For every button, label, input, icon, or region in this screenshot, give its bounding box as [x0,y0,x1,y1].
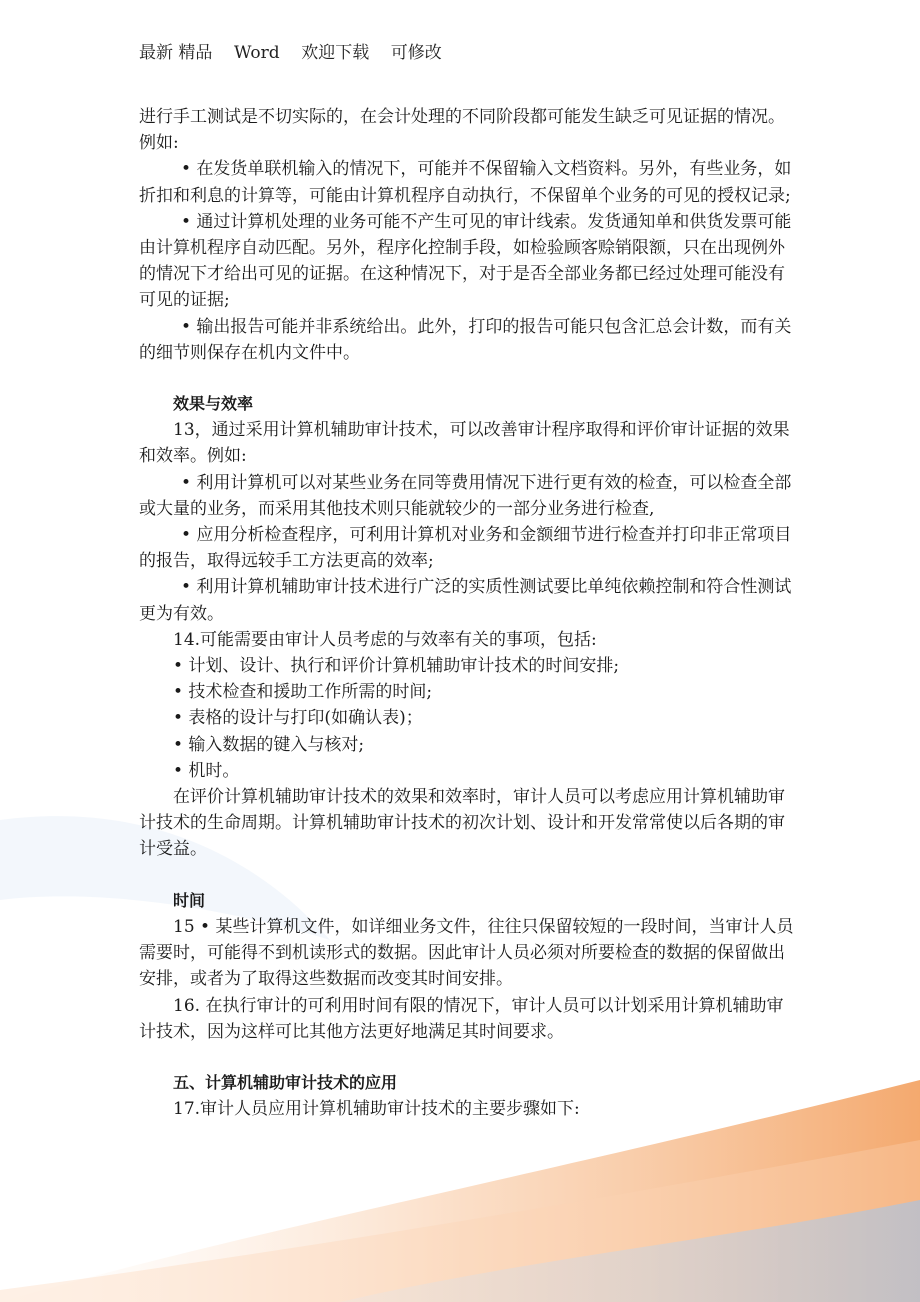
text-line: • 在发货单联机输入的情况下，可能并不保留输入文档资料。另外，有些业务，如 [181,159,792,180]
text-line: • 输入数据的键入与核对; [173,734,365,755]
text-line: 16. 在执行审计的可利用时间有限的情况下，审计人员可以计划采用计算机辅助审 [173,995,784,1016]
paragraph-gap [139,1045,845,1070]
text-line: 的细节则保存在机内文件中。 [139,342,360,363]
text-line: 15 • 某些计算机文件，如详细业务文件，往往只保留较短的一段时间，当审计人员 [173,916,794,937]
text-line: • 输出报告可能并非系统给出。此外，打印的报告可能只包含汇总会计数，而有关 [181,316,792,337]
section-heading: 效果与效率 [173,394,254,414]
paragraph-gap [139,863,845,888]
text-line: 折扣和利息的计算等，可能由计算机程序自动执行，不保留单个业务的可见的授权记录; [139,185,791,206]
text-line: 计受益。 [139,839,207,860]
text-line: 需要时，可能得不到机读形式的数据。因此审计人员必须对所要检查的数据的保留做出 [139,943,785,964]
text-line: 计技术的生命周期。计算机辅助审计技术的初次计划、设计和开发常常使以后各期的审 [139,813,785,834]
text-line: • 利用计算机辅助审计技术进行广泛的实质性测试要比单纯依赖控制和符合性测试 [181,577,792,598]
text-line: 的情况下才给出可见的证据。在这种情况下，对于是否全部业务都已经过处理可能没有 [139,264,785,285]
text-line: 的报告，取得远较手工方法更高的效率; [139,551,434,572]
text-line: • 通过计算机处理的业务可能不产生可见的审计线索。发货通知单和供货发票可能 [181,211,792,232]
text-line: 13，通过采用计算机辅助审计技术，可以改善审计程序取得和评价审计证据的效果 [173,420,790,441]
text-line: • 利用计算机可以对某些业务在同等费用情况下进行更有效的检查，可以检查全部 [181,472,792,493]
document-body [139,104,845,1122]
text-line: 进行手工测试是不切实际的，在会计处理的不同阶段都可能发生缺乏可见证据的情况。 [139,107,785,127]
text-line: • 应用分析检查程序，可利用计算机对业务和金额细节进行检查并打印非正常项目 [181,525,792,546]
text-line: • 表格的设计与打印(如确认表)； [173,708,423,729]
page-header: 最新 精品 Word 欢迎下载 可修改 [139,43,442,63]
text-line: 14.可能需要由审计人员考虑的与效率有关的事项，包括: [173,629,597,650]
text-line: 在评价计算机辅助审计技术的效果和效率时，审计人员可以考虑应用计算机辅助审 [173,787,785,808]
section-heading: 五、计算机辅助审计技术的应用 [173,1072,398,1092]
text-line: 更为有效。 [139,603,224,624]
paragraph-gap [139,366,845,391]
text-line: • 技术检查和援助工作所需的时间; [173,682,433,703]
text-line: 和效率。例如: [139,446,247,467]
text-line: • 机时。 [173,760,240,781]
section-heading: 时间 [173,890,206,910]
text-line: 由计算机程序自动匹配。另外，程序化控制手段，如检验顾客赊销限额，只在出现例外 [139,238,785,259]
text-line: 17.审计人员应用计算机辅助审计技术的主要步骤如下: [173,1099,580,1120]
text-line: 安排，或者为了取得这些数据而改变其时间安排。 [139,969,513,990]
text-line: 计技术，因为这样可比其他方法更好地满足其时间要求。 [139,1021,564,1042]
text-line: • 计划、设计、执行和评价计算机辅助审计技术的时间安排; [173,656,620,677]
text-line: 或大量的业务，而采用其他技术则只能就较少的一部分业务进行检查, [139,498,655,519]
text-line: 可见的证据; [139,290,230,311]
text-line: 例如: [139,133,179,154]
